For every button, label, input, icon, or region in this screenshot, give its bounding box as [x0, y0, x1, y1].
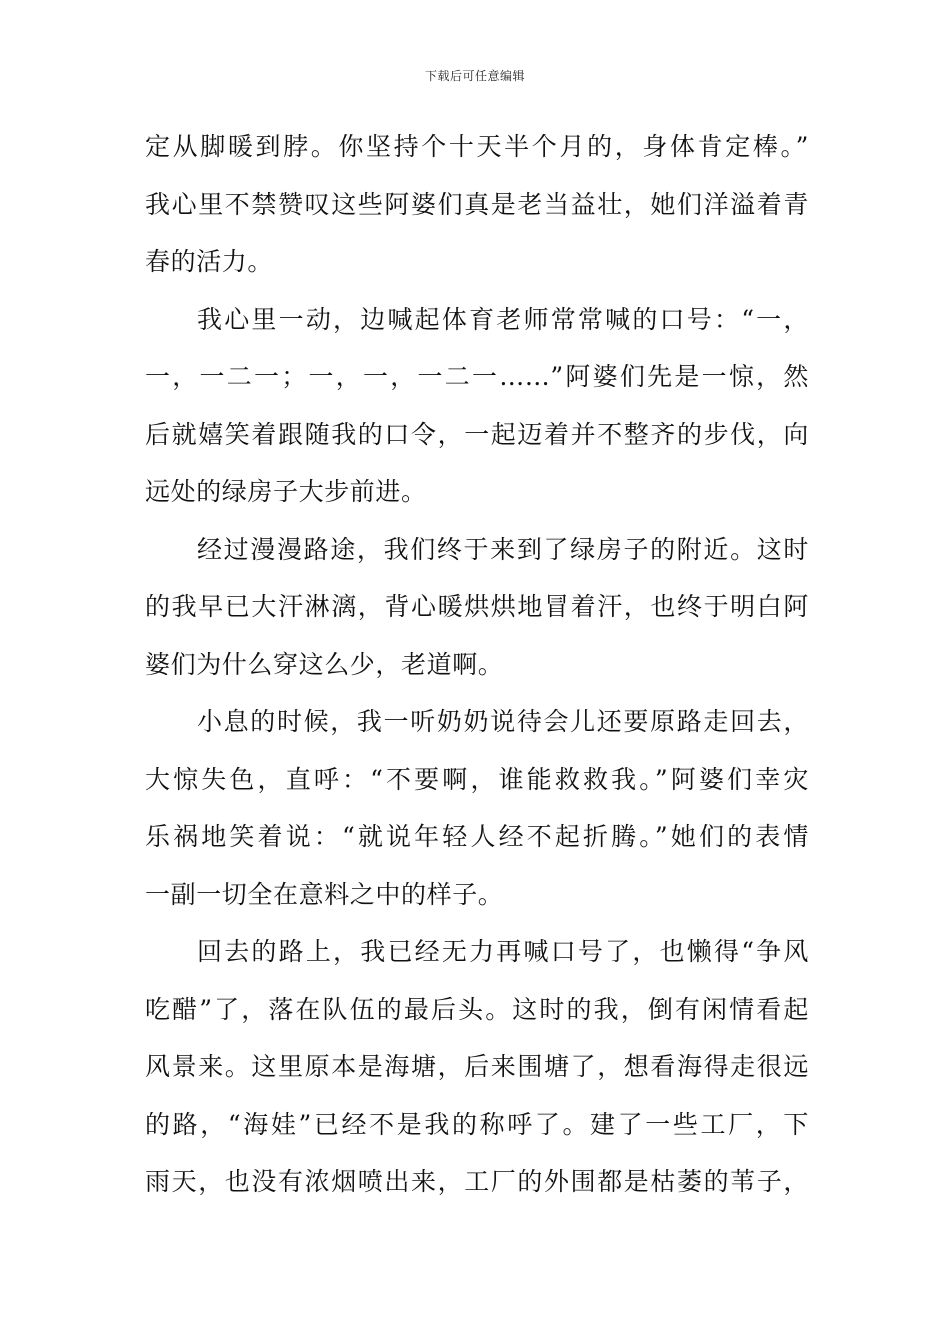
text-line: 经过漫漫路途，我们终于来到了绿房子的附近。这时	[197, 534, 809, 564]
text-line: 风景来。这里原本是海塘，后来围塘了，想看海得走很远	[145, 1052, 809, 1081]
text-line: 的我早已大汗淋漓，背心暖烘烘地冒着汗，也终于明白阿	[145, 592, 809, 621]
text-line: 远处的绿房子大步前进。	[145, 477, 427, 506]
text-line: 一副一切全在意料之中的样子。	[145, 879, 504, 909]
text-line: 大惊失色，直呼：“不要啊，谁能救救我。”阿婆们幸灾	[145, 764, 809, 794]
text-line: 吃醋”了，落在队伍的最后头。这时的我，倒有闲情看起	[145, 994, 809, 1024]
text-line: 小息的时候，我一听奶奶说待会儿还要原路走回去，	[197, 707, 809, 736]
text-line: 定从脚暖到脖。你坚持个十天半个月的，身体肯定棒。”	[145, 132, 809, 161]
text-line: 我心里不禁赞叹这些阿婆们真是老当益壮，她们洋溢着青	[145, 189, 809, 219]
text-line: 雨天，也没有浓烟喷出来，工厂的外围都是枯萎的苇子，	[145, 1167, 809, 1196]
text-line: 春的活力。	[145, 247, 274, 276]
text-line: 婆们为什么穿这么少，老道啊。	[145, 649, 504, 679]
text-line: 一，一二一；一，一，一二一……”阿婆们先是一惊，然	[145, 362, 809, 391]
text-line: 后就嬉笑着跟随我的口令，一起迈着并不整齐的步伐，向	[145, 419, 809, 449]
text-line: 乐祸地笑着说：“就说年轻人经不起折腾。”她们的表情	[145, 822, 809, 851]
page-header-note: 下载后可任意编辑	[424, 69, 525, 83]
text-line: 回去的路上，我已经无力再喊口号了，也懒得“争风	[197, 937, 809, 966]
text-line: 我心里一动，边喊起体育老师常常喊的口号：“一，	[197, 304, 809, 334]
document-body	[145, 118, 809, 1211]
text-line: 的路，“海娃”已经不是我的称呼了。建了一些工厂，下	[145, 1109, 809, 1139]
